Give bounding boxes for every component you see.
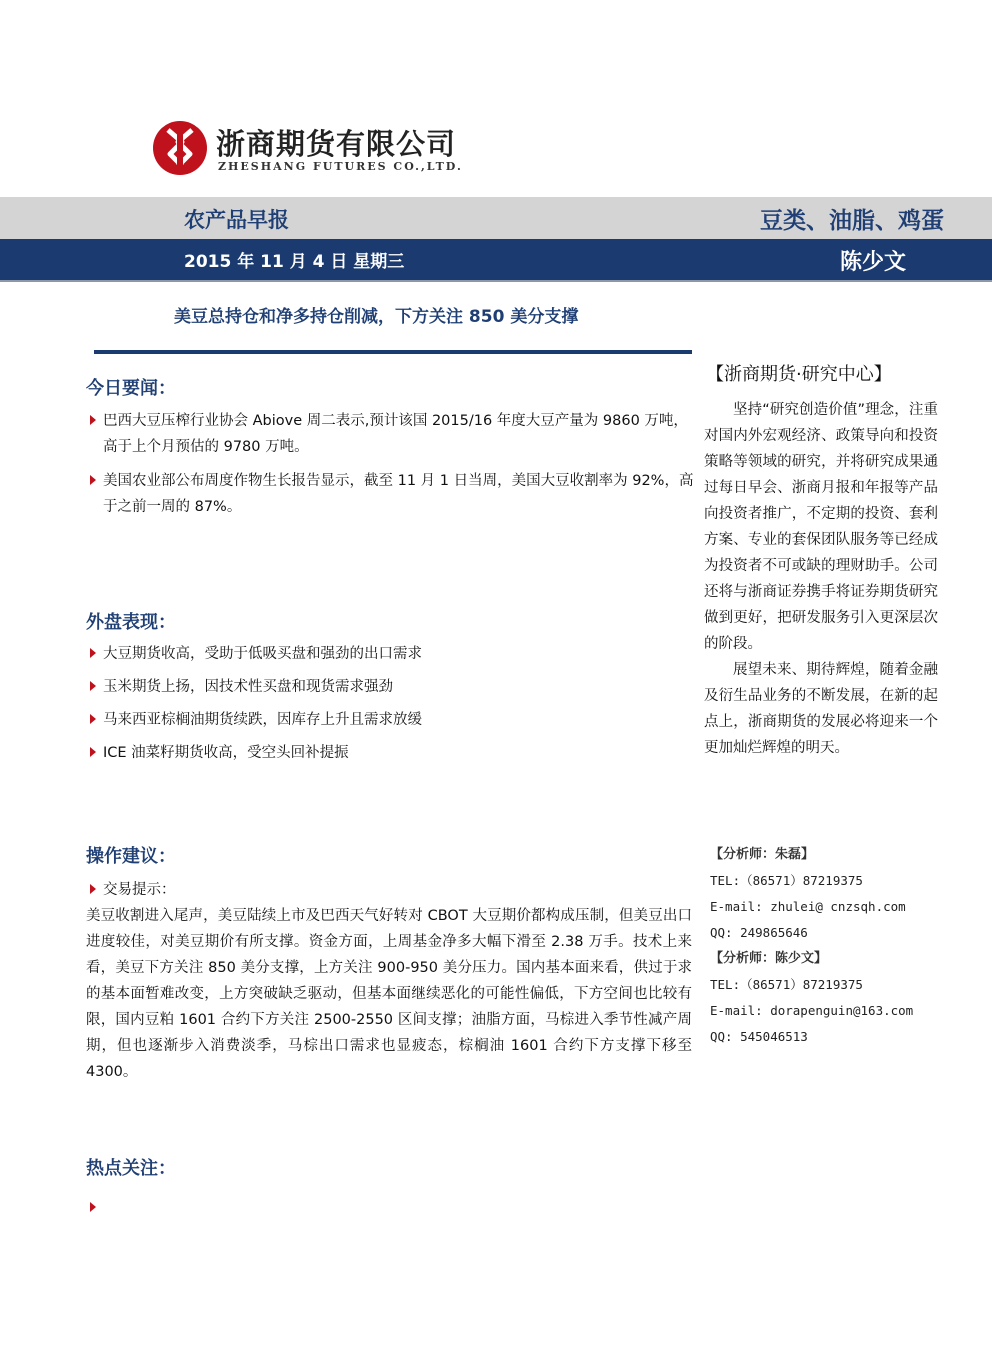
report-categories: 豆类、油脂、鸡蛋 <box>760 208 944 234</box>
analyst-header: 【分析师：陈少文】 <box>710 951 828 966</box>
report-author: 陈少文 <box>840 250 907 275</box>
company-name-en: ZHESHANG FUTURES CO.,LTD. <box>218 160 463 173</box>
news-item-text: 巴西大豆压榨行业协会 Abiove 周二表示,预计该国 2015/16 年度大豆产量为 9860 万吨，高于上个月预估的 9780 万吨。 <box>103 413 688 455</box>
report-date: 2015 年 11 月 4 日 星期三 <box>184 252 405 272</box>
list-item <box>86 1195 696 1221</box>
header-band-divider <box>0 280 992 282</box>
advice-body: 美豆收割进入尾声，美豆陆续上市及巴西天气好转对 CBOT 大豆期价都构成压制，但美豆出口进度较佳，对美豆期价有所支撑。资金方面，上周基金净多大幅下滑至 2.38 万手。技术上来看，美豆下方关注 850 美分支撑，上方关注 900-950 美分压力。国内基本面来看，供过于求的基本面暂难改变，上方突破缺乏驱动，但基本面继续恶化的可能性偏低，下方空间也比较有限，国内豆粕 1601 合约下方关注 2500-2550 区间支撑；油脂方面，马棕进入季节性减产周期，但也逐渐步入消费淡季，马棕出口需求也显疲态，棕榈油 1601 合约下方支撑下移至 4300。 <box>86 908 692 1080</box>
bullet-arrow-icon <box>90 714 96 724</box>
company-logo <box>152 120 463 182</box>
company-logo-icon <box>152 120 208 176</box>
bullet-arrow-icon <box>90 1202 96 1212</box>
list-item <box>86 740 696 766</box>
bullet-arrow-icon <box>90 681 96 691</box>
analyst-header: 【分析师：朱磊】 <box>710 847 815 862</box>
research-center-para-1: 坚持“研究创造价值”理念，注重对国内外宏观经济、政策导向和投资策略等领域的研究，并将研究成果通过每日早会、浙商月报和年报等产品向投资者推广，不定期的投资、套利方案、专业的套保团队服务等已经成为投资者不可或缺的理财助手。公司还将与浙商证券携手将证券期货研究做到更好，把研发服务引入更深层次的阶段。 <box>704 402 938 652</box>
section-title-advice: 操作建议： <box>86 846 176 867</box>
analyst-qq: QQ: 249865646 <box>710 925 808 940</box>
report-type: 农产品早报 <box>184 208 289 232</box>
analyst-contacts <box>710 842 970 1050</box>
external-list <box>86 641 696 766</box>
list-item <box>86 707 696 733</box>
news-list <box>86 408 696 520</box>
bullet-arrow-icon <box>90 747 96 757</box>
section-title-external: 外盘表现： <box>86 612 176 633</box>
analyst-email[interactable]: E-mail: zhulei@ cnzsqh.com <box>710 899 906 914</box>
bullet-arrow-icon <box>90 884 96 894</box>
analyst-qq: QQ: 545046513 <box>710 1029 808 1044</box>
company-name-cn: 浙商期货有限公司 <box>216 127 457 161</box>
list-item <box>86 408 696 460</box>
analyst-tel: TEL:（86571）87219375 <box>710 977 863 992</box>
bullet-arrow-icon <box>90 475 96 485</box>
research-center-para-2: 展望未来、期待辉煌，随着金融及衍生品业务的不断发展，在新的起点上，浙商期货的发展必将迎来一个更加灿烂辉煌的明天。 <box>704 662 938 756</box>
research-center-title: 【浙商期货·研究中心】 <box>706 364 892 385</box>
advice-bullet-text: 交易提示： <box>103 882 176 898</box>
advice-list <box>86 877 696 903</box>
section-title-news: 今日要闻： <box>86 378 176 399</box>
bullet-arrow-icon <box>90 415 96 425</box>
news-item-text: 美国农业部公布周度作物生长报告显示，截至 11 月 1 日当周，美国大豆收割率为 92%，高于之前一周的 87%。 <box>103 473 694 515</box>
hot-list <box>86 1195 696 1221</box>
analyst-email[interactable]: E-mail: dorapenguin@163.com <box>710 1003 914 1018</box>
external-item-text: ICE 油菜籽期货收高，受空头回补提振 <box>103 745 349 761</box>
external-item-text: 玉米期货上扬，因技术性买盘和现货需求强劲 <box>103 679 393 695</box>
analyst-tel: TEL:（86571）87219375 <box>710 873 863 888</box>
list-item <box>86 641 696 667</box>
external-item-text: 马来西亚棕榈油期货续跌，因库存上升且需求放缓 <box>103 712 422 728</box>
report-headline: 美豆总持仓和净多持仓削减，下方关注 850 美分支撑 <box>174 307 579 327</box>
list-item <box>86 877 696 903</box>
section-title-hot: 热点关注： <box>86 1158 176 1179</box>
list-item <box>86 468 696 520</box>
list-item <box>86 674 696 700</box>
external-item-text: 大豆期货收高，受助于低吸买盘和强劲的出口需求 <box>103 646 422 662</box>
bullet-arrow-icon <box>90 648 96 658</box>
headline-divider <box>94 350 692 354</box>
